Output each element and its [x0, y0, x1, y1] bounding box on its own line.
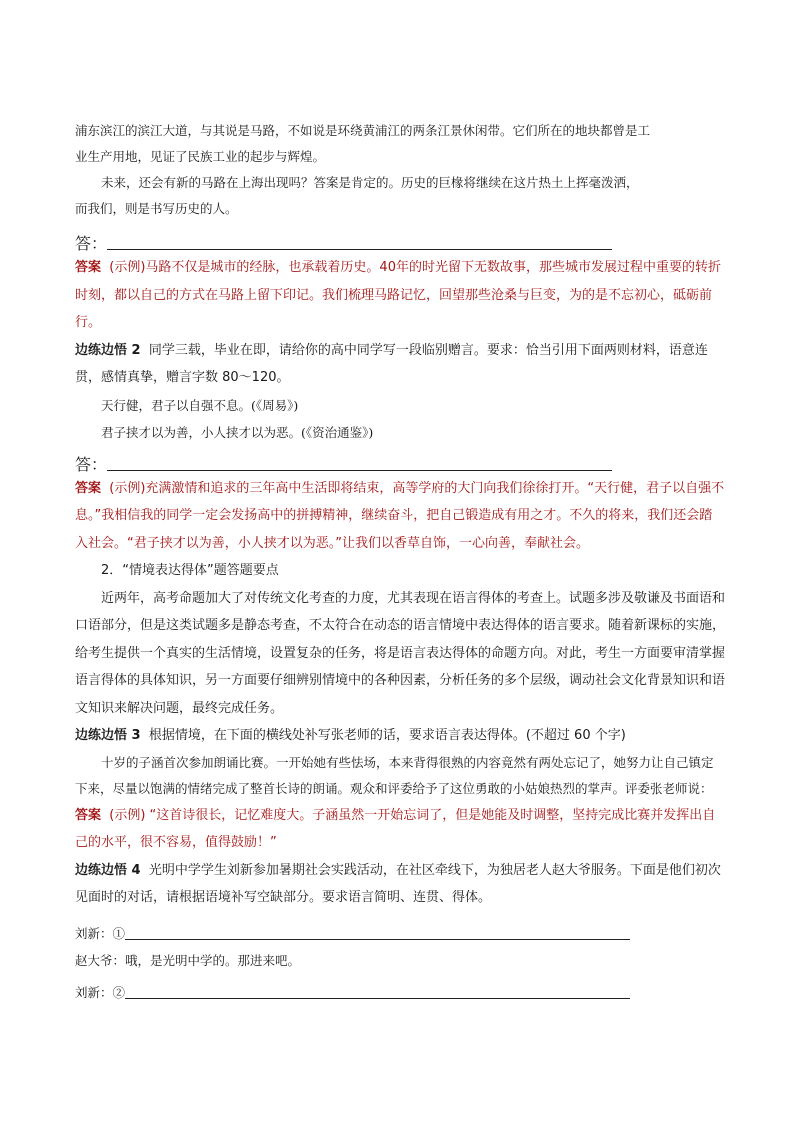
document-page — [75, 118, 725, 1003]
section-2-body: 近两年，高考命题加大了对传统文化考查的力度，尤其表现在语言得体的考查上。试题多涉及敬谦及书面语和口语部分，但是这类试题多是静态考查，不太符合在动态的语言情境中表达得体的语言要求。随着新课标的实施，给考生提供一个真实的生活情境，设置复杂的任务，将是语言表达得体的命题方向。对此，考生一方面要审清掌握语言得体的具体知识，另一方面要仔细辨别情境中的各种因素，分析任务的多个层级，调动社会文化背景知识和语文知识来解决问题，最终完成任务。 — [75, 590, 726, 716]
intro-line-4: 而我们，则是书写历史的人。 — [75, 201, 238, 216]
dialogue-speaker-1: 刘新：① — [75, 925, 126, 941]
q4-text: 光明中学学生刘新参加暑期社会实践活动，在社区牵线下，为独居老人赵大爷服务。下面是他们初次见面时的对话，请根据语境补写空缺部分。要求语言简明、连贯、得体。 — [75, 862, 721, 905]
q3-story: 十岁的子涵首次参加朗诵比赛。一开始她有些怯场，本来背得很熟的内容竟然有两处忘记了，她努力让自己镇定下来，尽量以饱满的情绪完成了整首长诗的朗诵。观众和评委给予了这位勇敢的小姑娘热烈的掌声。评委张老师说： — [75, 754, 714, 796]
answer-blank-2[interactable] — [75, 447, 725, 475]
dialogue-reply: 赵大爷：哦，是光明中学的。那进来吧。 — [75, 952, 301, 968]
q2-quote-2: 君子挟才以为善，小人挟才以为恶。(《资治通鉴》) — [101, 425, 374, 440]
q1-answer-text: (示例)马路不仅是城市的经脉，也承载着历史。40年的时光留下无数故事，那些城市发展过程中重要的转折时刻，都以自己的方式在马路上留下印记。我们梳理马路记忆，回望那些沧桑与巨变，为的是不忘初心，砥砺前行。 — [75, 260, 721, 330]
answer-underline[interactable] — [107, 235, 612, 250]
q2-prompt — [75, 337, 725, 392]
q3-title: 边练边悟 3 — [75, 728, 141, 743]
q1-answer — [75, 254, 725, 337]
intro-line-1: 浦东滨江的滨江大道，与其说是马路，不如说是环绕黄浦江的两条江景休闲带。它们所在的地块都曾是工 — [75, 123, 651, 138]
q2-answer — [75, 475, 725, 558]
q3-answer — [75, 802, 725, 857]
answer-label: 答案 — [75, 480, 102, 496]
answer-underline[interactable] — [107, 456, 612, 471]
answer-label: 答案 — [75, 807, 102, 823]
dialogue-line-2 — [75, 944, 725, 971]
q2-answer-text: (示例)充满激情和追求的三年高中生活即将结束，高等学府的大门向我们徐徐打开。“天行健，君子以自强不息。”我相信我的同学一定会发扬高中的拼搏精神，继续奋斗，把自己锻造成有用之才。不久的将来，我们还会踏入社会。“君子挟才以为善，小人挟才以为恶。”让我们以香草自饰，一心向善，奉献社会。 — [75, 480, 725, 551]
q2-quote-1: 天行健，君子以自强不息。(《周易》) — [101, 397, 299, 413]
dialogue-line-3[interactable] — [75, 971, 725, 1003]
section-2-heading: 2．“情境表达得体”题答题要点 — [101, 563, 279, 578]
answer-blank-label: 答： — [75, 454, 108, 474]
intro-line-2: 业生产用地，见证了民族工业的起步与辉煌。 — [75, 149, 326, 164]
dialogue-blank-1[interactable] — [125, 925, 630, 940]
q3-answer-text: (示例) “这首诗很长，记忆难度大。子涵虽然一开始忘词了，但是她能及时调整，坚持完成比赛并发挥出自己的水平，很不容易，值得鼓励！” — [75, 807, 716, 850]
dialogue-line-1[interactable] — [75, 912, 725, 944]
q2-text: 同学三载，毕业在即，请给你的高中同学写一段临别赠言。要求：恰当引用下面两则材料，语意连贯，感情真挚，赠言字数 80～120。 — [75, 342, 708, 385]
q4-title: 边练边悟 4 — [75, 862, 141, 878]
answer-label: 答案 — [75, 260, 102, 275]
q4-prompt — [75, 857, 725, 912]
q2-title: 边练边悟 2 — [75, 342, 141, 358]
dialogue-blank-2[interactable] — [125, 984, 630, 999]
answer-blank-label: 答： — [75, 234, 108, 253]
q3-text: 根据情境，在下面的横线处补写张老师的话，要求语言表达得体。(不超过 60 个字) — [148, 728, 626, 743]
answer-blank-1[interactable] — [75, 222, 725, 254]
dialogue-speaker-2: 刘新：② — [75, 984, 126, 1000]
q3-prompt — [75, 722, 725, 750]
intro-line-3: 未来，还会有新的马路在上海出现吗？答案是肯定的。历史的巨椽将继续在这片热土上挥毫泼洒， — [101, 175, 639, 190]
